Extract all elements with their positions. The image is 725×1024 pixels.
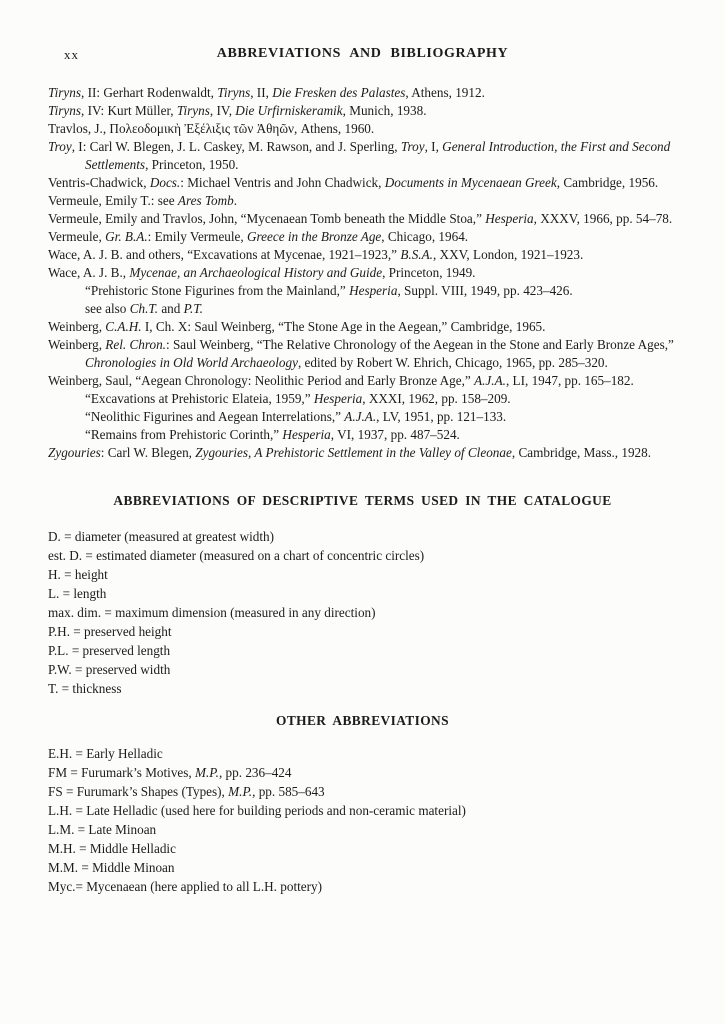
descriptive-terms-section [48,493,677,698]
bibliography-entry: Troy, I: Carl W. Blegen, J. L. Caskey, M. Rawson, and J. Sperling, Troy, I, General Introduction, the First and Second Settlements, Princeton, 1950. [48,139,671,172]
bibliography-entry: Vermeule, Gr. B.A.: Emily Vermeule, Greece in the Bronze Age, Chicago, 1964. [48,229,469,244]
other-abbreviations-list [48,744,677,896]
descriptive-term-item: P.H. = preserved height [48,624,172,639]
bibliography-list [48,84,677,462]
other-abbreviations-heading: OTHER ABBREVIATIONS [276,713,449,728]
bibliography-entry: see also Ch.T. and P.T. [85,301,203,316]
other-abbreviations-section [48,713,677,896]
bibliography-entry: “Neolithic Figurines and Aegean Interrelations,” A.J.A., LV, 1951, pp. 121–133. [85,409,507,424]
page-title: ABBREVIATIONS AND BIBLIOGRAPHY [216,46,509,61]
bibliography-entry: Tiryns, IV: Kurt Müller, Tiryns, IV, Die Urfirniskeramik, Munich, 1938. [48,103,427,118]
descriptive-term-item: L. = length [48,586,107,601]
descriptive-term-item: T. = thickness [48,681,122,696]
page-header [48,46,677,63]
other-abbreviation-item: FS = Furumark’s Shapes (Types), M.P., pp. 585–643 [48,784,325,799]
descriptive-terms-heading: ABBREVIATIONS OF DESCRIPTIVE TERMS USED IN THE CATALOGUE [113,493,612,508]
bibliography-entry: “Prehistoric Stone Figurines from the Mainland,” Hesperia, Suppl. VIII, 1949, pp. 423–426. [85,283,573,298]
descriptive-terms-list [48,527,677,698]
bibliography-entry: “Remains from Prehistoric Corinth,” Hesperia, VI, 1937, pp. 487–524. [85,427,460,442]
other-abbreviation-item: FM = Furumark’s Motives, M.P., pp. 236–424 [48,765,292,780]
bibliography-entry: Zygouries: Carl W. Blegen, Zygouries, A Prehistoric Settlement in the Valley of Cleonae, Cambridge, Mass., 1928. [48,445,652,460]
other-abbreviation-item: L.H. = Late Helladic (used here for building periods and non-ceramic material) [48,803,466,818]
bibliography-entry: Wace, A. J. B., Mycenae, an Archaeological History and Guide, Princeton, 1949. [48,265,476,280]
bibliography-entry: Vermeule, Emily and Travlos, John, “Mycenaean Tomb beneath the Middle Stoa,” Hesperia, XXXV, 1966, pp. 54–78. [48,211,673,226]
descriptive-term-item: est. D. = estimated diameter (measured on a chart of concentric circles) [48,548,425,563]
descriptive-term-item: D. = diameter (measured at greatest width) [48,529,275,544]
descriptive-term-item: P.L. = preserved length [48,643,171,658]
bibliography-entry: Ventris-Chadwick, Docs.: Michael Ventris and John Chadwick, Documents in Mycenaean Greek, Cambridge, 1956. [48,175,659,190]
other-abbreviation-item: M.M. = Middle Minoan [48,860,175,875]
bibliography-entry: “Excavations at Prehistoric Elateia, 1959,” Hesperia, XXXI, 1962, pp. 158–209. [85,391,511,406]
descriptive-term-item: H. = height [48,567,108,582]
bibliography-section [48,84,677,462]
descriptive-term-item: P.W. = preserved width [48,662,171,677]
other-abbreviation-item: E.H. = Early Helladic [48,746,163,761]
bibliography-entry: Travlos, J., Πολεοδομικὴ Ἐξέλιξις τῶν Ἀθηῶν, Athens, 1960. [48,121,375,136]
bibliography-entry: Tiryns, II: Gerhart Rodenwaldt, Tiryns, II, Die Fresken des Palastes, Athens, 1912. [48,85,485,100]
page-number: xx [64,47,79,62]
other-abbreviation-item: Myc.= Mycenaean (here applied to all L.H. pottery) [48,879,323,894]
descriptive-term-item: max. dim. = maximum dimension (measured in any direction) [48,605,376,620]
bibliography-entry: Vermeule, Emily T.: see Ares Tomb. [48,193,238,208]
bibliography-entry: Wace, A. J. B. and others, “Excavations at Mycenae, 1921–1923,” B.S.A., XXV, London, 1921–1923. [48,247,584,262]
other-abbreviation-item: L.M. = Late Minoan [48,822,157,837]
other-abbreviation-item: M.H. = Middle Helladic [48,841,176,856]
bibliography-entry: Weinberg, Rel. Chron.: Saul Weinberg, “The Relative Chronology of the Aegean in the Stone and Early Bronze Ages,” Chronologies in Old World Archaeology, edited by Robert W. Ehrich, Chicago, 1965, pp. 285–320. [48,337,674,370]
bibliography-entry: Weinberg, Saul, “Aegean Chronology: Neolithic Period and Early Bronze Age,” A.J.A., LI, 1947, pp. 165–182. [48,373,634,388]
bibliography-entry: Weinberg, C.A.H. I, Ch. X: Saul Weinberg, “The Stone Age in the Aegean,” Cambridge, 1965. [48,319,546,334]
